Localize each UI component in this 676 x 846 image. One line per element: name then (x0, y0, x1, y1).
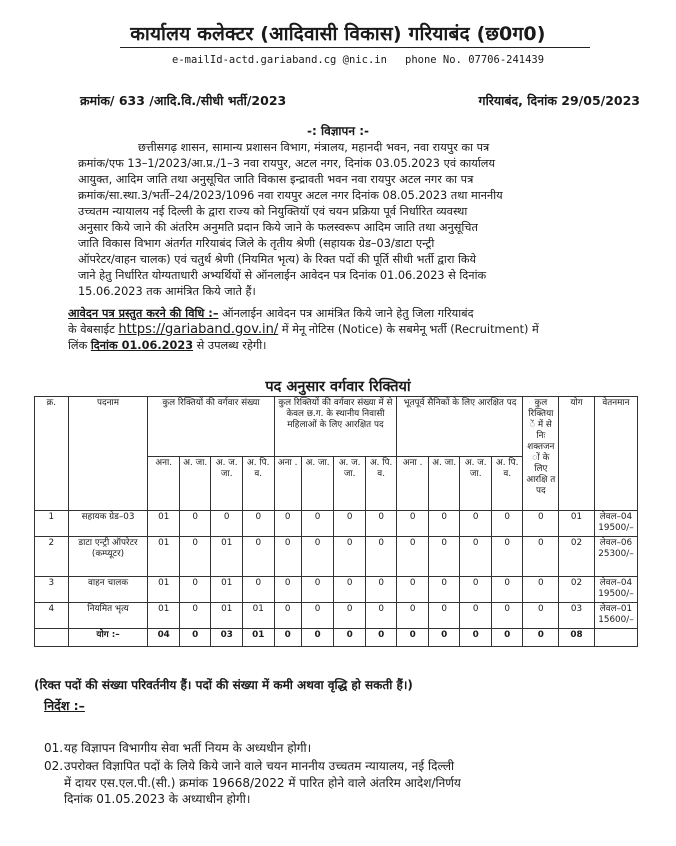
cell-total-3: 01 (242, 603, 274, 629)
cell-qual: 02 (559, 537, 595, 577)
cell-women-1: 0 (301, 603, 334, 629)
cell-pay: लेवल–04 19500/– (594, 577, 637, 603)
sub-women-gen: अना . (274, 457, 301, 511)
cell-sno: 1 (35, 511, 69, 537)
cell-total-1: 0 (179, 511, 211, 537)
body-line-1: छत्तीसगढ़ शासन, सामान्य प्रशासन विभाग, मंत्रालय, महानदी भवन, नवा रायपुर का पत्र (138, 141, 490, 154)
cell-total-1: 0 (179, 537, 211, 577)
cell-ex-2: 0 (460, 577, 492, 603)
sub-total-gen: अना. (148, 457, 180, 511)
cell-post: वाहन चालक (68, 577, 148, 603)
cell-ex-2: 0 (460, 511, 492, 537)
cell-post: सहायक ग्रेड–03 (68, 511, 148, 537)
cell-women-3: 0 (365, 511, 397, 537)
body-line-10: 15.06.2023 तक आमंत्रित किये जाते हैं। (78, 285, 256, 298)
reference-number: क्रमांक/ 633 /आदि.वि./सीधी भर्ती/2023 (80, 93, 287, 108)
cell-total-1: 0 (179, 603, 211, 629)
body-line-4: क्रमांक/सा.स्था.3/भर्ती–24/2023/1096 नवा रायपुर अटल नगर दिनांक 08.05.2023 तथा माननीय (78, 189, 503, 202)
cell-ex-0: 0 (397, 603, 429, 629)
sub-women-obc: अ. पि. व. (365, 457, 397, 511)
body-line-2: क्रमांक/एफ 13–1/2023/आ.प्र./1–3 नवा रायपुर, अटल नगर, दिनांक 03.05.2023 एवं कार्यालय (78, 157, 495, 170)
header-post: पदनाम (68, 397, 148, 511)
header-disabled: कुल रिक्तिया ें में से निः शक्तजन ों के लिए आरक्षि त पद (523, 397, 559, 511)
cell-pay: लेवल–04 19500/– (594, 511, 637, 537)
cell-total-1: 0 (179, 577, 211, 603)
cell-total-3: 0 (242, 577, 274, 603)
vacancy-table (34, 396, 638, 647)
sub-women-st: अ. ज. जा. (334, 457, 366, 511)
header-pay: वेतनमान (594, 397, 637, 511)
cell-total-2: 01 (211, 603, 243, 629)
office-title: कार्यालय कलेक्टर (आदिवासी विकास) गरियाबंद (छ0ग0) (130, 23, 546, 45)
table-row (35, 511, 638, 537)
cell-ex-2: 0 (460, 629, 492, 647)
method-text-2: के वेबसाईट (68, 323, 119, 336)
header-women: कुल रिक्तियों की वर्गवार संख्या में से केवल छ.ग. के स्थानीय निवासी महिलाओं के लिए आरक्षित पद (274, 397, 397, 457)
instruction-2-line-3: दिनांक 01.05.2023 के अध्याधीन होगी। (64, 792, 251, 806)
reference-line (80, 92, 640, 109)
instruction-2 (44, 758, 639, 808)
cell-total-0: 01 (148, 603, 180, 629)
cell-qual: 01 (559, 511, 595, 537)
sub-total-sc: अ. जा. (179, 457, 211, 511)
instructions-heading: निर्देश :– (44, 698, 85, 713)
cell-sno (35, 629, 69, 647)
instruction-1-num: 01. (44, 741, 64, 755)
contact-line (172, 54, 552, 66)
application-method (68, 306, 638, 354)
body-line-7: जाति विकास विभाग अंतर्गत गरियाबंद जिले के तृतीय श्रेणी (सहायक ग्रेड–03/डाटा एन्ट्री (78, 237, 435, 250)
cell-women-2: 0 (334, 537, 366, 577)
sub-total-st: अ. ज. जा. (211, 457, 243, 511)
phone-text: phone No. 07706-241439 (405, 54, 545, 66)
sub-ex-gen: अना . (397, 457, 429, 511)
instruction-2-num: 02. (44, 759, 64, 773)
sub-ex-obc: अ. पि. व. (491, 457, 523, 511)
cell-total-2: 03 (211, 629, 243, 647)
cell-ex-3: 0 (491, 511, 523, 537)
cell-sno: 4 (35, 603, 69, 629)
cell-ex-0: 0 (397, 511, 429, 537)
title-underline (120, 47, 590, 48)
body-line-5: उच्चतम न्यायालय नई दिल्ली के द्वारा राज्य को नियुक्तियॉ एवं चयन प्रक्रिया पूर्व निर्धारित व्यवस्था (78, 205, 468, 218)
instruction-1 (44, 740, 639, 757)
cell-disabled: 0 (523, 629, 559, 647)
cell-ex-2: 0 (460, 537, 492, 577)
cell-qual: 08 (559, 629, 595, 647)
variability-note: (रिक्त पदों की संख्या परिवर्तनीय हैं। पदों की संख्या में कमी अथवा वृद्धि हो सकती हैं।) (34, 678, 413, 692)
table-title: पद अनुसार वर्गवार रिक्तियां (265, 379, 411, 395)
cell-total-2: 01 (211, 577, 243, 603)
sub-ex-sc: अ. जा. (428, 457, 460, 511)
cell-women-1: 0 (301, 629, 334, 647)
cell-pay: लेवल–06 25300/– (594, 537, 637, 577)
cell-women-3: 0 (365, 577, 397, 603)
cell-total-2: 0 (211, 511, 243, 537)
cell-total-0: 01 (148, 537, 180, 577)
table-row (35, 603, 638, 629)
method-label: आवेदन पत्र प्रस्तुत करने की विधि :– (68, 307, 219, 320)
cell-total-3: 01 (242, 629, 274, 647)
cell-ex-1: 0 (428, 537, 460, 577)
cell-total-2: 01 (211, 537, 243, 577)
method-text-3: में मेनू नोटिस (Notice) के सबमेनू भर्ती (Recruitment) में (278, 323, 539, 336)
cell-ex-3: 0 (491, 603, 523, 629)
cell-ex-1: 0 (428, 577, 460, 603)
cell-women-0: 0 (274, 577, 301, 603)
instruction-1-line-1: यह विज्ञापन विभागीय सेवा भर्ती नियम के अध्यधीन होगी। (64, 741, 312, 755)
sub-total-obc: अ. पि. व. (242, 457, 274, 511)
cell-ex-3: 0 (491, 537, 523, 577)
header-sno: क्र. (35, 397, 69, 511)
cell-women-0: 0 (274, 537, 301, 577)
cell-total-1: 0 (179, 629, 211, 647)
cell-ex-3: 0 (491, 577, 523, 603)
instruction-2-line-1: उपरोक्त विज्ञापित पदों के लिये किये जाने वाले चयन माननीय उच्चतम न्यायालय, नई दिल्ली (64, 759, 455, 773)
instruction-2-line-2: में दायर एस.एल.पी.(सी.) क्रमांक 19668/2022 में पारित होने वाले अंतरिम आदेश/निर्णय (64, 775, 461, 790)
header-qual: योग (559, 397, 595, 511)
cell-women-1: 0 (301, 577, 334, 603)
cell-ex-0: 0 (397, 629, 429, 647)
body-line-6: अनुसार किये जाने की अंतरिम अनुमति प्रदान किये जाने के फलस्वरूप आदिम जाति तथा अनुसूचित (78, 221, 478, 234)
header-total: कुल रिक्तियों की वर्गवार संख्या (148, 397, 274, 457)
cell-ex-1: 0 (428, 603, 460, 629)
cell-disabled: 0 (523, 577, 559, 603)
cell-disabled: 0 (523, 603, 559, 629)
email-text: e-mailId-actd.gariaband.cg @nic.in (172, 54, 387, 66)
cell-women-2: 0 (334, 603, 366, 629)
website-link[interactable]: https://gariaband.gov.in/ (118, 322, 279, 337)
cell-pay (594, 629, 637, 647)
cell-women-1: 0 (301, 511, 334, 537)
cell-women-0: 0 (274, 603, 301, 629)
cell-total-3: 0 (242, 537, 274, 577)
cell-qual: 03 (559, 603, 595, 629)
sub-women-sc: अ. जा. (301, 457, 334, 511)
cell-women-2: 0 (334, 511, 366, 537)
cell-ex-3: 0 (491, 629, 523, 647)
cell-disabled: 0 (523, 537, 559, 577)
cell-qual: 02 (559, 577, 595, 603)
method-date: दिनांक 01.06.2023 (90, 339, 194, 352)
cell-women-2: 0 (334, 629, 366, 647)
cell-post: योग :– (68, 629, 148, 647)
cell-disabled: 0 (523, 511, 559, 537)
cell-ex-1: 0 (428, 511, 460, 537)
cell-women-1: 0 (301, 537, 334, 577)
cell-ex-0: 0 (397, 577, 429, 603)
header-ex: भूतपूर्व सैनिकों के लिए आरक्षित पद (397, 397, 523, 457)
table-row (35, 577, 638, 603)
cell-pay: लेवल–01 15600/– (594, 603, 637, 629)
advertisement-heading: -: विज्ञापन :- (307, 124, 369, 138)
cell-total-3: 0 (242, 511, 274, 537)
cell-ex-2: 0 (460, 603, 492, 629)
reference-date: गरियाबंद, दिनांक 29/05/2023 (478, 93, 640, 108)
cell-total-0: 01 (148, 511, 180, 537)
cell-post: नियमित भृत्य (68, 603, 148, 629)
cell-post: डाटा एन्ट्री ऑपरेटर (कम्प्यूटर) (68, 537, 148, 577)
cell-sno: 2 (35, 537, 69, 577)
method-text-1: ऑनलाईन आवेदन पत्र आमंत्रित किये जाने हेतु जिला गरियाबंद (218, 307, 474, 320)
cell-women-3: 0 (365, 537, 397, 577)
body-line-9: जाने हेतु निर्धारित योग्यताधारी अभ्यर्थियों से ऑनलाईन आवेदन पत्र दिनांक 01.06.2023 से दिनांक (78, 269, 487, 282)
cell-sno: 3 (35, 577, 69, 603)
cell-ex-1: 0 (428, 629, 460, 647)
cell-women-3: 0 (365, 629, 397, 647)
table-row (35, 629, 638, 647)
cell-women-0: 0 (274, 629, 301, 647)
body-line-8: ऑपरेटर/वाहन चालक) एवं चतुर्थ श्रेणी (नियमित भृत्य) के रिक्त पदों की पूर्ति सीधी भर्ती द्वारा किये (78, 253, 477, 266)
cell-total-0: 01 (148, 577, 180, 603)
sub-ex-st: अ. ज. जा. (460, 457, 492, 511)
cell-women-2: 0 (334, 577, 366, 603)
method-text-5: से उपलब्ध रहेगी। (193, 339, 267, 352)
cell-women-3: 0 (365, 603, 397, 629)
cell-women-0: 0 (274, 511, 301, 537)
cell-ex-0: 0 (397, 537, 429, 577)
method-text-4: लिंक (68, 339, 91, 352)
body-line-3: आयुक्त, आदिम जाति तथा अनुसूचित जाति विकास इन्द्रावती भवन नवा रायपुर अटल नगर का पत्र (78, 173, 474, 186)
cell-total-0: 04 (148, 629, 180, 647)
table-row (35, 537, 638, 577)
